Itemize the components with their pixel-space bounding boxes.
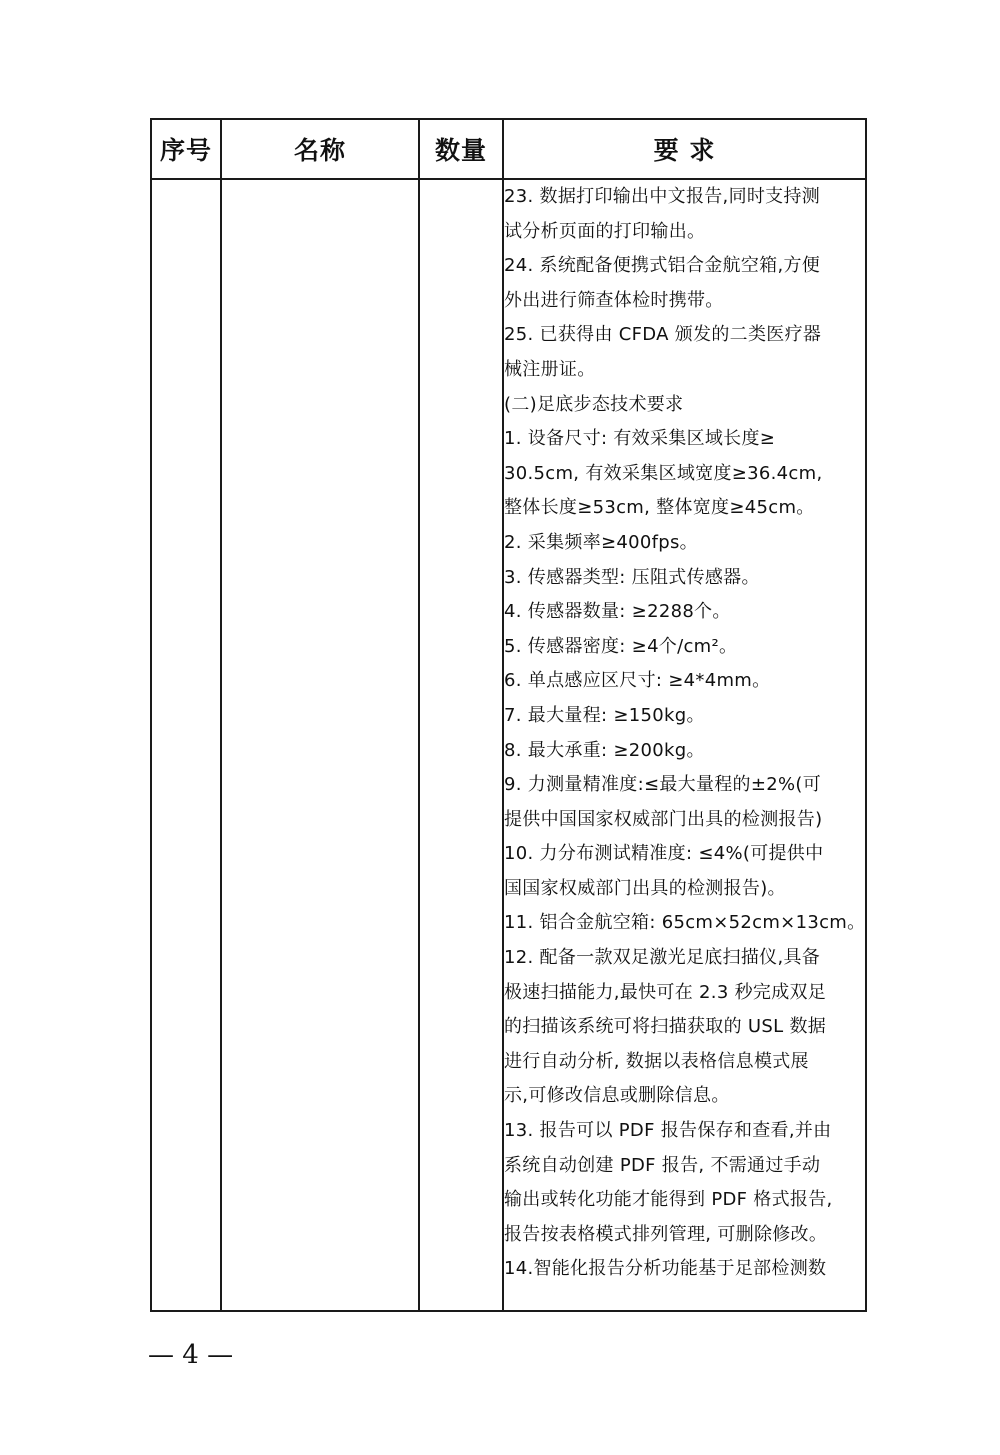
requirement-line: 11. 铝合金航空箱: 65cm×52cm×13cm。 bbox=[504, 912, 865, 934]
requirement-line: 外出进行筛查体检时携带。 bbox=[504, 289, 724, 311]
requirement-line: 输出或转化功能才能得到 PDF 格式报告, bbox=[504, 1189, 833, 1211]
requirement-line: 极速扫描能力,最快可在 2.3 秒完成双足 bbox=[504, 981, 827, 1003]
requirement-line: 5. 传感器密度: ≥4个/cm²。 bbox=[504, 635, 738, 657]
requirement-line: 整体长度≥53cm, 整体宽度≥45cm。 bbox=[504, 497, 815, 519]
requirement-line: 1. 设备尺寸: 有效采集区域长度≥ bbox=[504, 428, 776, 450]
requirement-line: 30.5cm, 有效采集区域宽度≥36.4cm, bbox=[504, 462, 823, 484]
requirement-line: 13. 报告可以 PDF 报告保存和查看,并由 bbox=[504, 1120, 832, 1142]
table-header-row bbox=[151, 119, 866, 179]
requirement-line: 8. 最大承重: ≥200kg。 bbox=[504, 739, 705, 761]
requirements-text bbox=[504, 180, 865, 1287]
requirement-line: 国国家权威部门出具的检测报告)。 bbox=[504, 877, 786, 899]
header-requirements: 要 求 bbox=[503, 119, 866, 179]
requirement-line: 24. 系统配备便携式铝合金航空箱,方便 bbox=[504, 255, 821, 277]
requirement-line: 25. 已获得由 CFDA 颁发的二类医疗器 bbox=[504, 324, 822, 346]
requirement-line: (二)足底步态技术要求 bbox=[504, 393, 684, 415]
requirement-line: 的扫描该系统可将扫描获取的 USL 数据 bbox=[504, 1016, 827, 1038]
requirement-line: 3. 传感器类型: 压阻式传感器。 bbox=[504, 566, 760, 588]
cell-name bbox=[221, 179, 419, 1311]
requirement-line: 23. 数据打印输出中文报告,同时支持测 bbox=[504, 186, 821, 207]
cell-requirements bbox=[503, 179, 866, 1311]
requirement-line: 示,可修改信息或删除信息。 bbox=[504, 1085, 730, 1107]
page-number: — 4 — bbox=[148, 1340, 234, 1370]
requirement-line: 6. 单点感应区尺寸: ≥4*4mm。 bbox=[504, 670, 771, 692]
requirement-line: 7. 最大量程: ≥150kg。 bbox=[504, 704, 705, 726]
requirement-line: 10. 力分布测试精准度: ≤4%(可提供中 bbox=[504, 843, 824, 865]
cell-qty bbox=[419, 179, 503, 1311]
header-qty: 数量 bbox=[419, 119, 503, 179]
table-row bbox=[151, 179, 866, 1311]
requirement-line: 提供中国国家权威部门出具的检测报告) bbox=[504, 808, 823, 830]
header-no: 序号 bbox=[151, 119, 221, 179]
header-name: 名称 bbox=[221, 119, 419, 179]
requirement-line: 9. 力测量精准度:≤最大量程的±2%(可 bbox=[504, 774, 822, 796]
requirement-line: 械注册证。 bbox=[504, 358, 596, 380]
requirements-table bbox=[150, 118, 867, 1312]
requirement-line: 14.智能化报告分析功能基于足部检测数 bbox=[504, 1258, 827, 1280]
cell-no bbox=[151, 179, 221, 1311]
requirement-line: 报告按表格模式排列管理, 可删除修改。 bbox=[504, 1223, 828, 1245]
requirement-line: 4. 传感器数量: ≥2288个。 bbox=[504, 601, 731, 623]
requirement-line: 进行自动分析, 数据以表格信息模式展 bbox=[504, 1050, 809, 1072]
requirement-line: 12. 配备一款双足激光足底扫描仪,具备 bbox=[504, 947, 821, 969]
requirement-line: 系统自动创建 PDF 报告, 不需通过手动 bbox=[504, 1154, 821, 1176]
requirement-line: 试分析页面的打印输出。 bbox=[504, 220, 706, 242]
requirement-line: 2. 采集频率≥400fps。 bbox=[504, 531, 698, 553]
